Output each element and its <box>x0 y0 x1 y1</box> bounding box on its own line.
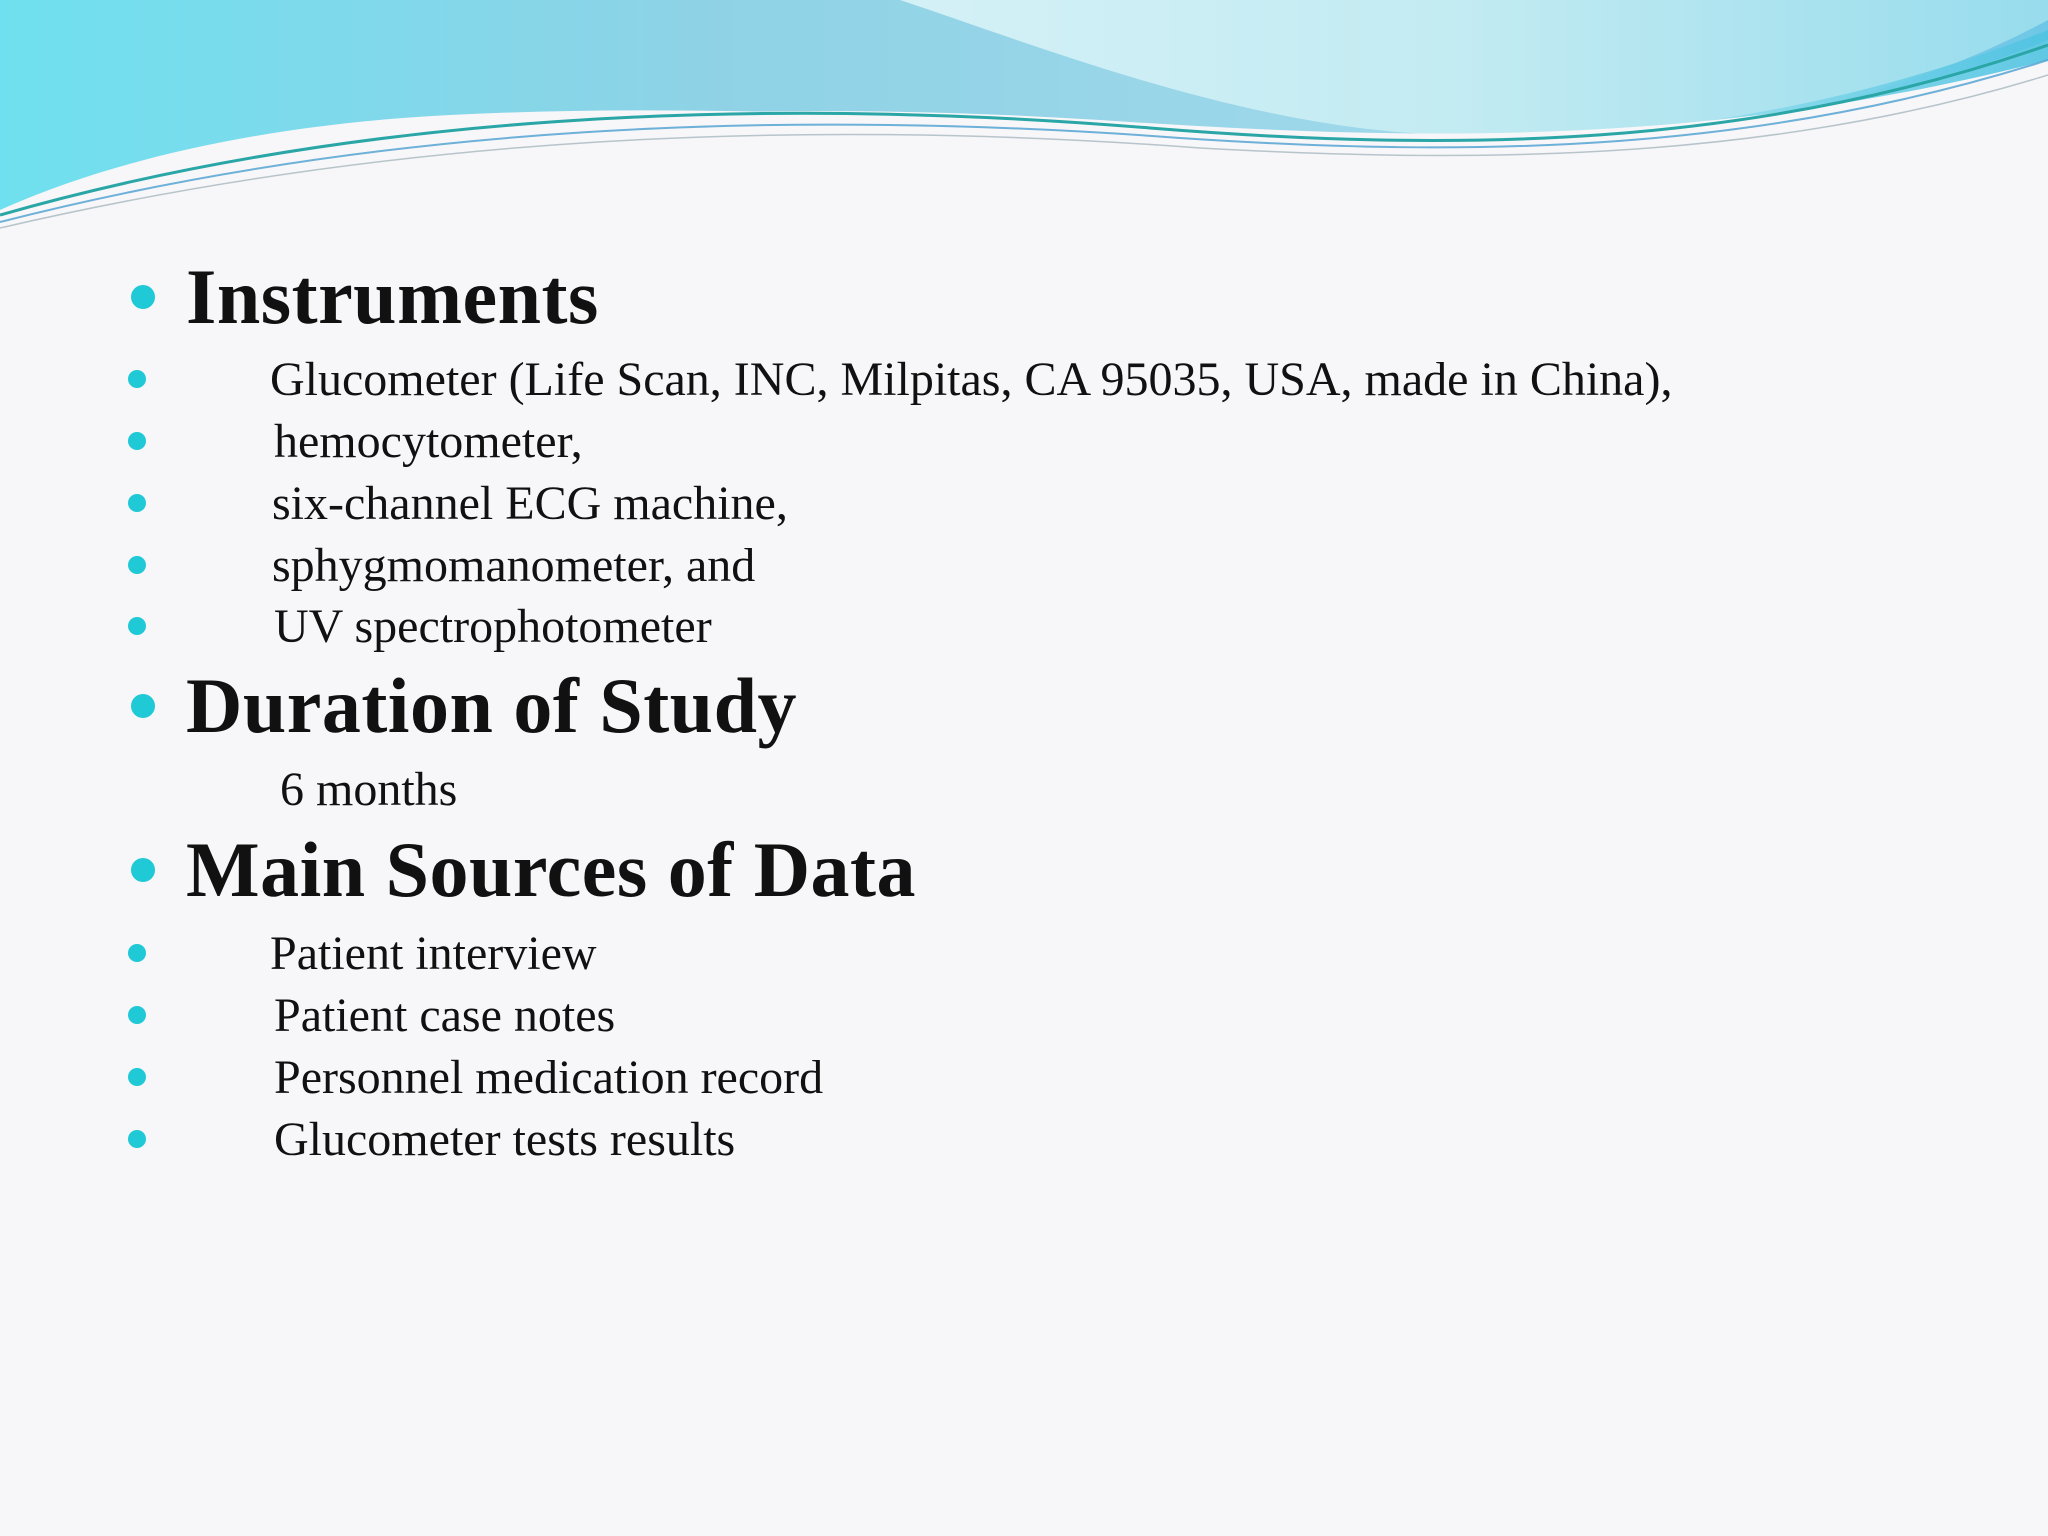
list-item-text: UV spectrophotometer <box>274 600 712 653</box>
bullet-icon <box>128 432 146 450</box>
list-item-text: sphygmomanometer, and <box>272 539 756 592</box>
bullet-icon <box>128 556 146 574</box>
section-heading: Main Sources of Data <box>186 826 917 913</box>
list-item-text: six-channel ECG machine, <box>272 477 788 530</box>
bullet-icon <box>131 285 155 309</box>
duration-value: 6 months <box>280 763 458 816</box>
list-item-text: Glucometer tests results <box>274 1113 736 1166</box>
bullet-icon <box>131 858 155 882</box>
bullet-icon <box>128 1006 146 1024</box>
bullet-icon <box>128 494 146 512</box>
list-item-text: Glucometer (Life Scan, INC, Milpitas, CA 95035, USA, made in China), <box>270 353 1673 406</box>
list-item-text: hemocytometer, <box>274 415 583 468</box>
list-item-text: Personnel medication record <box>274 1051 824 1104</box>
bullet-icon <box>128 1130 146 1148</box>
bullet-icon <box>128 944 146 962</box>
bullet-icon <box>128 1068 146 1086</box>
bullet-icon <box>131 694 155 718</box>
bullet-icon <box>128 370 146 388</box>
section-heading: Instruments <box>186 253 599 340</box>
list-item-text: Patient interview <box>270 927 597 980</box>
list-item-text: Patient case notes <box>274 989 616 1042</box>
section-heading: Duration of Study <box>186 662 797 749</box>
bullet-icon <box>128 617 146 635</box>
